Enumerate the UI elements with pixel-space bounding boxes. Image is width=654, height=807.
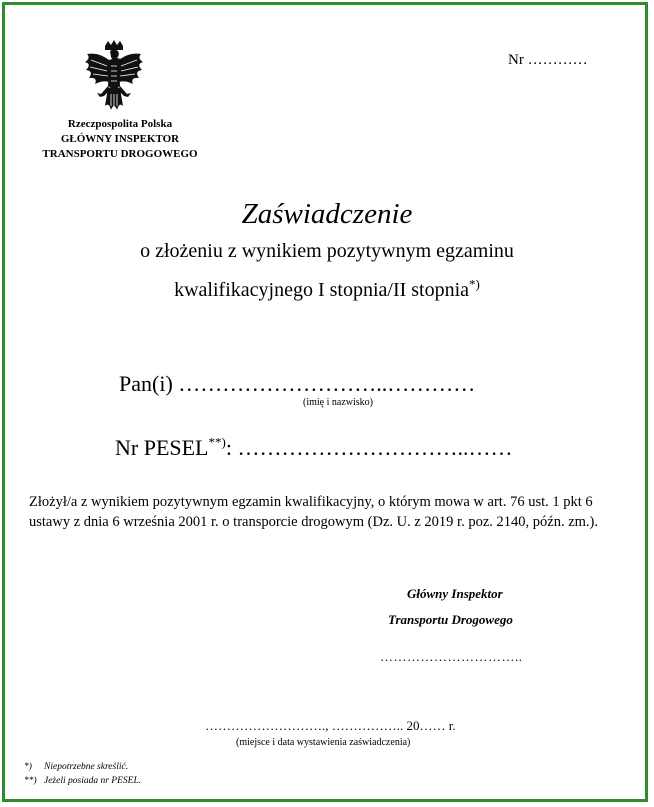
footnote-marker-2: **) <box>208 434 226 450</box>
document-subtitle-line2 <box>0 276 654 302</box>
signatory-title-line1: Główny Inspektor <box>407 586 503 601</box>
name-label: Pan(i) <box>119 371 173 396</box>
footnote-2 <box>24 776 141 786</box>
pesel-dots: : …………………………..…… <box>225 435 513 460</box>
footnote-1 <box>24 762 128 772</box>
name-caption: (imię i nazwisko) <box>303 397 373 408</box>
pesel-label: Nr PESEL <box>115 435 209 460</box>
statement-paragraph: Złożył/a z wynikiem pozytywnym egzamin kwalifikacyjny, o którym mowa w art. 76 ust. 1 pkt 6 ustawy z dnia 6 września 2001 r. o transporcie drogowym (Dz. U. z 2019 r. poz. 2140, późn. zm.). <box>29 494 598 530</box>
footnote-2-mark: **) <box>24 776 37 786</box>
footnote-1-text: Niepotrzebne skreślić. <box>44 762 129 772</box>
document-subtitle-line1: o złożeniu z wynikiem pozytywnym egzaminu <box>140 240 514 262</box>
pesel-field <box>115 435 512 461</box>
footnote-1-mark: *) <box>24 762 32 772</box>
subtitle-line2-text: kwalifikacyjnego I stopnia/II stopnia <box>174 279 470 301</box>
document-number: Nr ………… <box>508 52 588 68</box>
issuer-office-line2: TRANSPORTU DROGOWEGO <box>42 148 198 160</box>
footnote-2-text: Jeżeli posiada nr PESEL. <box>44 776 142 786</box>
place-date-caption: (miejsce i data wystawienia zaświadczenia) <box>236 737 411 748</box>
issuer-country: Rzeczpospolita Polska <box>67 118 173 130</box>
issuer-office-line1: GŁÓWNY INSPEKTOR <box>60 133 180 145</box>
place-date-line: ………………………., …………….. 20…… r. <box>205 718 456 733</box>
name-dots: ………………………..………… <box>178 371 476 396</box>
document-title: Zaświadczenie <box>241 198 413 230</box>
name-field <box>119 371 475 397</box>
footnote-marker-1: *) <box>469 276 480 292</box>
signature-line: ………………………….. <box>380 649 523 664</box>
signatory-title-line2: Transportu Drogowego <box>388 612 513 627</box>
issuer-block <box>20 117 220 162</box>
polish-eagle-emblem-icon <box>81 40 147 116</box>
